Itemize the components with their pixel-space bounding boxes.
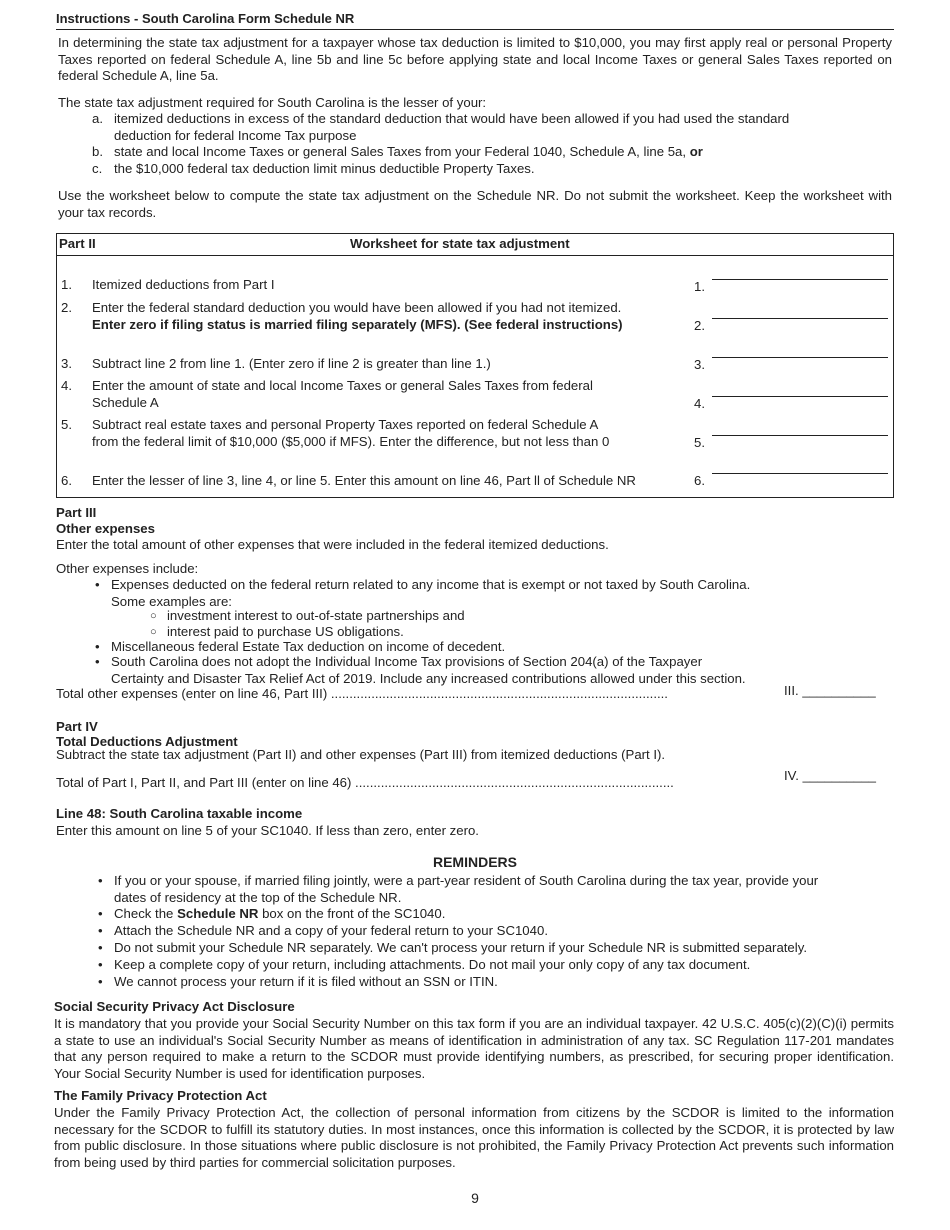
page-number: 9	[471, 1190, 479, 1206]
line-ref: 6.	[694, 473, 705, 488]
list-item	[111, 577, 750, 610]
entry-field[interactable]	[712, 396, 888, 397]
bullet-text: Certainty and Disaster Tax Relief Act of 2019. Include any increased contributions allowed under this section.	[111, 670, 746, 686]
item-text: state and local Income Taxes or general Sales Taxes from your Federal 1040, Schedule A, line 5a,	[114, 144, 687, 159]
item-label: c.	[92, 160, 103, 176]
list-item: • We cannot process your return if it is filed without an SSN or ITIN.	[114, 974, 498, 991]
item-text: the $10,000 federal tax deduction limit minus deductible Property Taxes.	[114, 160, 535, 176]
line-text: Enter the lesser of line 3, line 4, or line 5. Enter this amount on line 46, Part ll of Schedule NR	[92, 473, 636, 488]
part3-total: Total other expenses (enter on line 46, Part III) ............................................................................................	[56, 686, 668, 701]
entry-field[interactable]	[712, 473, 888, 474]
entry-field[interactable]	[712, 279, 888, 280]
item-text: itemized deductions in excess of the standard deduction that would have been allowed if you had used the standard	[114, 111, 790, 126]
line-ref: 5.	[694, 435, 705, 450]
lesser-list	[92, 111, 872, 177]
line-text: from the federal limit of $10,000 ($5,000 if MFS). Enter the difference, but not less than 0	[92, 433, 610, 449]
line-number: 5.	[61, 417, 72, 432]
list-item: ○ investment interest to out-of-state partnerships and	[167, 608, 465, 625]
list-item: • Keep a complete copy of your return, including attachments. Do not mail your only copy of any tax document.	[114, 957, 750, 974]
list-item	[114, 873, 874, 906]
part4-total: Total of Part I, Part II, and Part III (enter on line 46) .......................................................................................	[56, 775, 674, 790]
line-text: Subtract line 2 from line 1. (Enter zero if line 2 is greater than line 1.)	[92, 356, 491, 371]
page-header: Instructions - South Carolina Form Schedule NR	[56, 11, 894, 30]
line-text: Itemized deductions from Part I	[92, 277, 275, 292]
line-number: 3.	[61, 356, 72, 371]
line48-text: Enter this amount on line 5 of your SC1040. If less than zero, enter zero.	[56, 823, 479, 838]
bullet-text: Some examples are:	[111, 593, 232, 609]
bullet-text: South Carolina does not adopt the Individual Income Tax provisions of Section 204(a) of the Taxpayer	[111, 654, 703, 669]
privacy-text: It is mandatory that you provide your Social Security Number on this tax form if you are an individual taxpayer. 42 U.S.C. 405(c)(2)(C)(i) permits a state to use an individual's Social Security Number as means of identification in administration of any tax. SC Regulation 117-201 mandates that any person required to make a return to the SCDOR must provide identifying numbers, as prescribed, for securing proper identification. Your Social Security Number is used for identification purposes.	[54, 1016, 894, 1081]
list-item	[114, 906, 445, 923]
lesser-intro: The state tax adjustment required for South Carolina is the lesser of your:	[58, 95, 487, 110]
list-item	[92, 144, 872, 161]
privacy-heading: Social Security Privacy Act Disclosure	[54, 999, 295, 1014]
worksheet-title: Worksheet for state tax adjustment	[350, 236, 570, 251]
entry-field[interactable]	[712, 318, 888, 319]
line-ref: 2.	[694, 318, 705, 333]
line-ref: 4.	[694, 396, 705, 411]
list-item	[92, 111, 872, 144]
item-bold: or	[689, 144, 703, 159]
list-item	[92, 161, 872, 178]
line-text: Enter the amount of state and local Income Taxes or general Sales Taxes from federal	[92, 378, 593, 393]
family-heading: The Family Privacy Protection Act	[54, 1088, 267, 1103]
list-item: • Attach the Schedule NR and a copy of your federal return to your SC1040.	[114, 923, 548, 940]
reminder-text: box on the front of the SC1040.	[262, 906, 446, 921]
entry-field[interactable]	[712, 357, 888, 358]
list-item: ○ interest paid to purchase US obligations.	[167, 624, 404, 641]
line-bold-text: Enter zero if filing status is married filing separately (MFS). (See federal instructions)	[92, 316, 623, 332]
line48-heading: Line 48: South Carolina taxable income	[56, 806, 303, 821]
part3-heading: Part III	[56, 505, 97, 520]
reminders-title: REMINDERS	[432, 854, 517, 870]
line-text: Schedule A	[92, 394, 159, 410]
line-text: Enter the federal standard deduction you would have been allowed if you had not itemized.	[92, 300, 622, 315]
list-item: • Do not submit your Schedule NR separately. We can't process your return if your Schedule NR is submitted separately.	[114, 940, 807, 957]
part3-desc: Enter the total amount of other expenses that were included in the federal itemized deductions.	[56, 537, 609, 552]
family-text: Under the Family Privacy Protection Act, the collection of personal information from citizens by the SCDOR is limited to the information necessary for the SCDOR to fulfill its statutory duties. In most instances, once this information is collected by the SCDOR, it is protected by law from public disclosure. In those situations where public disclosure is not prohibited, the Family Privacy Protection Act prevents such information from being used by third parties for commercial solicitation purposes.	[54, 1105, 894, 1170]
reminder-text: Check the	[114, 906, 174, 921]
item-label: a.	[92, 111, 103, 126]
item-text: deduction for federal Income Tax purpose	[114, 127, 357, 143]
line-ref: 1.	[694, 279, 705, 294]
list-item: • Miscellaneous federal Estate Tax deduction on income of decedent.	[111, 639, 505, 656]
reminder-text: dates of residency at the top of the Schedule NR.	[114, 889, 402, 905]
line-ref: 3.	[694, 357, 705, 372]
line-number: 4.	[61, 378, 72, 393]
intro-paragraph: In determining the state tax adjustment for a taxpayer whose tax deduction is limited to $10,000, you may first apply real or personal Property Taxes reported on federal Schedule A, line 5b and line 5c before applying state and local Income Taxes or general Sales Taxes reported on federal Schedule A, line 5a.	[58, 35, 892, 83]
item-label: b.	[92, 144, 103, 159]
part3-include-intro: Other expenses include:	[56, 561, 199, 576]
line-text: Subtract real estate taxes and personal Property Taxes reported on federal Schedule A	[92, 417, 599, 432]
reminder-bold: Schedule NR	[177, 906, 259, 921]
part3-total-field[interactable]: III. __________	[784, 683, 876, 698]
line-number: 1.	[61, 277, 72, 292]
part-label: Part II	[59, 236, 96, 251]
part4-subheading: Total Deductions Adjustment	[56, 734, 238, 749]
worksheet-header	[57, 234, 893, 256]
line-number: 2.	[61, 300, 72, 315]
line-number: 6.	[61, 473, 72, 488]
list-item	[111, 654, 746, 687]
worksheet-box	[56, 233, 894, 498]
use-worksheet-paragraph: Use the worksheet below to compute the state tax adjustment on the Schedule NR. Do not submit the worksheet. Keep the worksheet with your tax records.	[58, 188, 892, 220]
part4-desc: Subtract the state tax adjustment (Part II) and other expenses (Part III) from itemized deductions (Part I).	[56, 747, 666, 762]
part3-subheading: Other expenses	[56, 521, 155, 536]
part4-total-field[interactable]: IV. __________	[784, 768, 876, 783]
bullet-text: Expenses deducted on the federal return related to any income that is exempt or not taxed by South Carolina.	[111, 577, 751, 592]
entry-field[interactable]	[712, 435, 888, 436]
reminder-text: If you or your spouse, if married filing jointly, were a part-year resident of South Carolina during the tax year, provide your	[114, 873, 819, 888]
part4-heading: Part IV	[56, 719, 98, 734]
